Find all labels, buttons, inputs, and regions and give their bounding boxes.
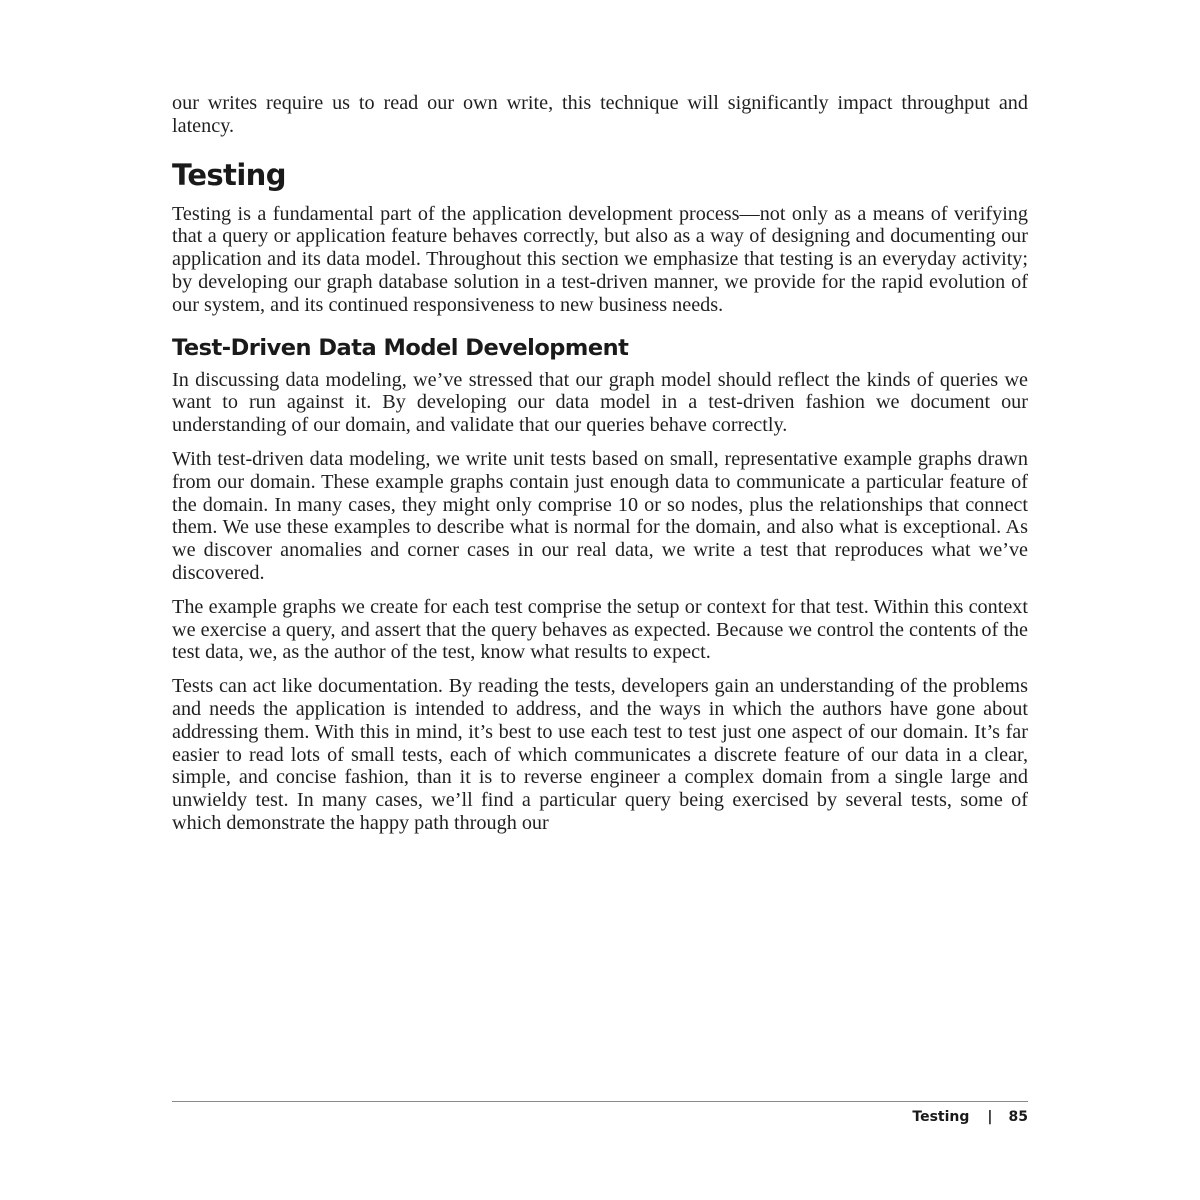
page-content <box>172 92 1028 846</box>
body-paragraph-2: With test-driven data modeling, we write unit tests based on small, representative example graphs drawn from our domain. These example graphs contain just enough data to communicate a particular feature of the domain. In many cases, they might only comprise 10 or so nodes, plus the relationships that connect them. We use these examples to describe what is normal for the domain, and also what is exceptional. As we discover anomalies and corner cases in our real data, we write a test that reproduces what we’ve discovered. <box>172 447 1028 584</box>
running-title: Testing <box>912 1109 970 1125</box>
section-paragraph: Testing is a fundamental part of the application development process—not only as a means of verifying that a query or application feature behaves correctly, but also as a way of designing and documenting our application and its data model. Throughout this section we emphasize that testing is an everyday activity; by developing our graph database solution in a test-driven manner, we provide for the rapid evolution of our system, and its continued responsiveness to new business needs. <box>172 202 1028 316</box>
footer-divider <box>172 1101 1028 1102</box>
body-paragraph-3: The example graphs we create for each test comprise the setup or context for that test. Within this context we exercise a query, and assert that the query behaves as expected. Because we control the contents of the test data, we, as the author of the test, know what results to expect. <box>172 595 1028 664</box>
body-paragraph-1: In discussing data modeling, we’ve stressed that our graph model should reflect the kinds of queries we want to run against it. By developing our data model in a test-driven fashion we document our understanding of our domain, and validate that our queries behave correctly. <box>172 368 1028 437</box>
page-number: 85 <box>1008 1109 1028 1125</box>
section-heading: Testing <box>172 157 286 192</box>
body-paragraph-4: Tests can act like documentation. By reading the tests, developers gain an understanding of the problems and needs the application is intended to address, and the ways in which the authors have gone about addressing them. With this in mind, it’s best to use each test to test just one aspect of our domain. It’s far easier to read lots of small tests, each of which communicates a discrete feature of our data in a clear, simple, and concise fashion, than it is to reverse engineer a complex domain from a single large and unwieldy test. In many cases, we’ll find a particular query being exercised by several tests, some of which demonstrate the happy path through our <box>172 675 1028 834</box>
footer-separator: | <box>987 1109 993 1125</box>
subsection-heading: Test-Driven Data Model Development <box>172 334 629 361</box>
page-footer <box>172 1108 1028 1126</box>
intro-paragraph: our writes require us to read our own write, this technique will significantly impact throughput and latency. <box>172 92 1028 137</box>
